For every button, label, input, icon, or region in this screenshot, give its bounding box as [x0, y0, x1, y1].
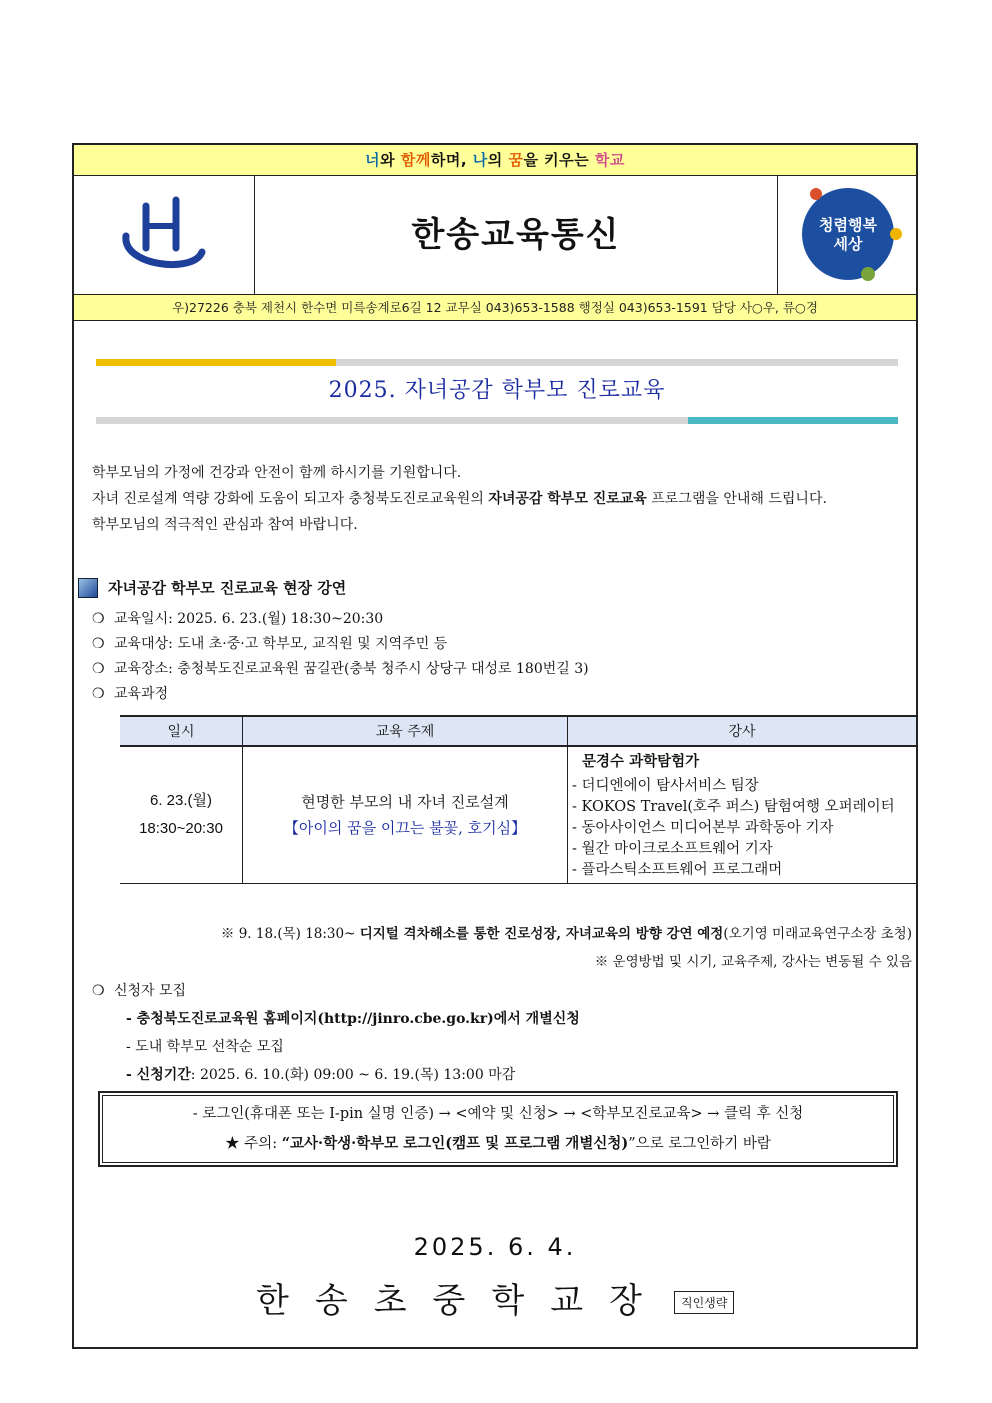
cell-lecturer	[568, 746, 917, 884]
table-header-row	[120, 716, 916, 746]
issue-date: 2025. 6. 4.	[413, 1233, 577, 1261]
newsletter-frame	[72, 143, 918, 1349]
school-logo-icon	[74, 176, 254, 294]
cell-date	[120, 746, 243, 884]
application-heading-text: 신청자 모집	[114, 983, 187, 999]
lecture-subtitle: 【아이의 꿈을 이끄는 불꽃, 호기심】	[283, 819, 527, 837]
schedule-table	[120, 715, 916, 884]
detail-text: 교육일시: 2025. 6. 23.(월) 18:30~20:30	[114, 611, 384, 627]
slogan-part: 하며,	[430, 151, 473, 169]
application-heading	[92, 977, 580, 1005]
application-item	[126, 1061, 580, 1089]
program-name: 자녀공감 학부모 진로교육	[488, 491, 647, 507]
application-item	[126, 1005, 580, 1033]
caution-login-type: “교사·학생·학부모 로그인(캠프 및 프로그램 개별신청)	[281, 1135, 629, 1152]
column-header-date: 일시	[120, 716, 243, 746]
circle-bullet-icon: ❍	[92, 636, 105, 652]
detail-text: 교육과정	[114, 686, 169, 702]
slogan-part: 꿈	[508, 151, 524, 169]
note-text: (오기영 미래교육연구소장 초청)	[723, 926, 912, 942]
cell-topic	[243, 746, 568, 884]
school-address: 우)27226 충북 제천시 한수면 미륵송계로6길 12 교무실 043)653-1588 행정실 043)653-1591 담당 사○우, 류○경	[74, 295, 916, 321]
slogan-part: 너	[365, 151, 381, 169]
application-period-label: - 신청기간	[126, 1067, 191, 1083]
principal-signature: 한송초중학교장	[256, 1281, 668, 1321]
login-steps: - 로그인(휴대폰 또는 I-pin 실명 인증) → <예약 및 신청> → <학부모진로교육> → 클릭 후 신청	[192, 1106, 804, 1122]
circle-bullet-icon: ❍	[92, 611, 105, 627]
event-time: 18:30~20:30	[139, 820, 223, 837]
caution-label: ★ 주의:	[225, 1136, 282, 1152]
event-details	[92, 607, 589, 707]
circle-bullet-icon: ❍	[92, 686, 105, 702]
list-item: - 더디엔에이 탐사서비스 팀장	[572, 778, 759, 794]
slogan-part: 의	[487, 151, 509, 169]
lecturer-career-list	[572, 776, 912, 881]
application-item	[126, 1033, 580, 1061]
detail-item	[92, 632, 589, 657]
column-header-topic: 교육 주제	[243, 716, 568, 746]
newsletter-header	[74, 176, 916, 295]
seal-omitted: 직인생략	[674, 1291, 734, 1314]
detail-item	[92, 657, 589, 682]
event-date: 6. 23.(월)	[149, 792, 212, 809]
section-square-icon	[78, 578, 98, 598]
login-caution	[100, 1129, 896, 1159]
change-notice: ※ 운영방법 및 시기, 교육주제, 강사는 변동될 수 있음	[594, 954, 912, 970]
lecturer-name: 문경수 과학탐험가	[582, 753, 700, 770]
list-item: - 월간 마이크로소프트웨어 기자	[572, 841, 773, 857]
caution-text: ”으로 로그인하기 바람	[628, 1136, 771, 1152]
column-header-lecturer: 강사	[568, 716, 917, 746]
emblem-text: 청렴행복세상	[819, 216, 877, 253]
application-period: : 2025. 6. 10.(화) 09:00 ~ 6. 19.(목) 13:00 마감	[190, 1067, 516, 1083]
list-item: - KOKOS Travel(호주 퍼스) 탐험여행 오퍼레이터	[572, 799, 895, 815]
school-logo	[74, 176, 255, 294]
detail-text: 교육장소: 충청북도진로교육원 꿈길관(충북 청주시 상당구 대성로 180번길 3)	[114, 661, 589, 677]
integrity-emblem	[778, 176, 916, 294]
application-section	[92, 977, 580, 1089]
section-heading	[78, 577, 346, 598]
document-title: 2025. 자녀공감 학부모 진로교육	[328, 378, 666, 403]
circle-bullet-icon: ❍	[92, 983, 105, 999]
detail-item	[92, 682, 589, 707]
upcoming-lecture-note	[221, 922, 912, 942]
title-bar-bottom	[96, 417, 898, 424]
detail-item	[92, 607, 589, 632]
slogan-part: 을 키우는	[523, 151, 595, 169]
lecture-topic: 현명한 부모의 내 자녀 진로설계	[301, 793, 509, 811]
list-item: - 플라스틱소프트웨어 프로그래머	[572, 862, 783, 878]
slogan-part: 와	[380, 151, 401, 169]
detail-text: 교육대상: 도내 초·중·고 학부모, 교직원 및 지역주민 등	[114, 636, 448, 652]
intro-line	[92, 486, 920, 512]
school-slogan	[74, 145, 916, 176]
table-row	[120, 746, 916, 884]
intro-line: 학부모님의 가정에 건강과 안전이 함께 하시기를 기원합니다.	[92, 465, 462, 481]
slogan-part: 나	[472, 151, 488, 169]
intro-paragraph	[92, 460, 920, 538]
login-instruction-box	[98, 1091, 898, 1167]
intro-line: 학부모님의 적극적인 관심과 참여 바랍니다.	[92, 517, 358, 533]
list-item: - 동아사이언스 미디어본부 과학동아 기자	[572, 820, 834, 836]
intro-text: 프로그램을 안내해 드립니다.	[646, 491, 827, 507]
circle-bullet-icon: ❍	[92, 661, 105, 677]
title-bar-top	[96, 359, 898, 366]
slogan-part: 함께	[400, 151, 431, 169]
section-heading-text: 자녀공감 학부모 진로교육 현장 강연	[108, 579, 347, 597]
slogan-part: 학교	[594, 151, 625, 169]
application-method: - 충청북도진로교육원 홈페이지(http://jinro.cbe.go.kr)에서 개별신청	[126, 1011, 580, 1027]
note-text: ※ 9. 18.(목) 18:30~	[220, 926, 360, 942]
newsletter-title: 한송교육통신	[255, 176, 778, 294]
intro-text: 자녀 진로설계 역량 강화에 도움이 되고자 충청북도진로교육원의	[92, 491, 489, 507]
application-target: - 도내 학부모 선착순 모집	[126, 1039, 284, 1055]
note-bold: 디지털 격차해소를 통한 진로성장, 자녀교육의 방향 강연 예정	[359, 926, 724, 942]
